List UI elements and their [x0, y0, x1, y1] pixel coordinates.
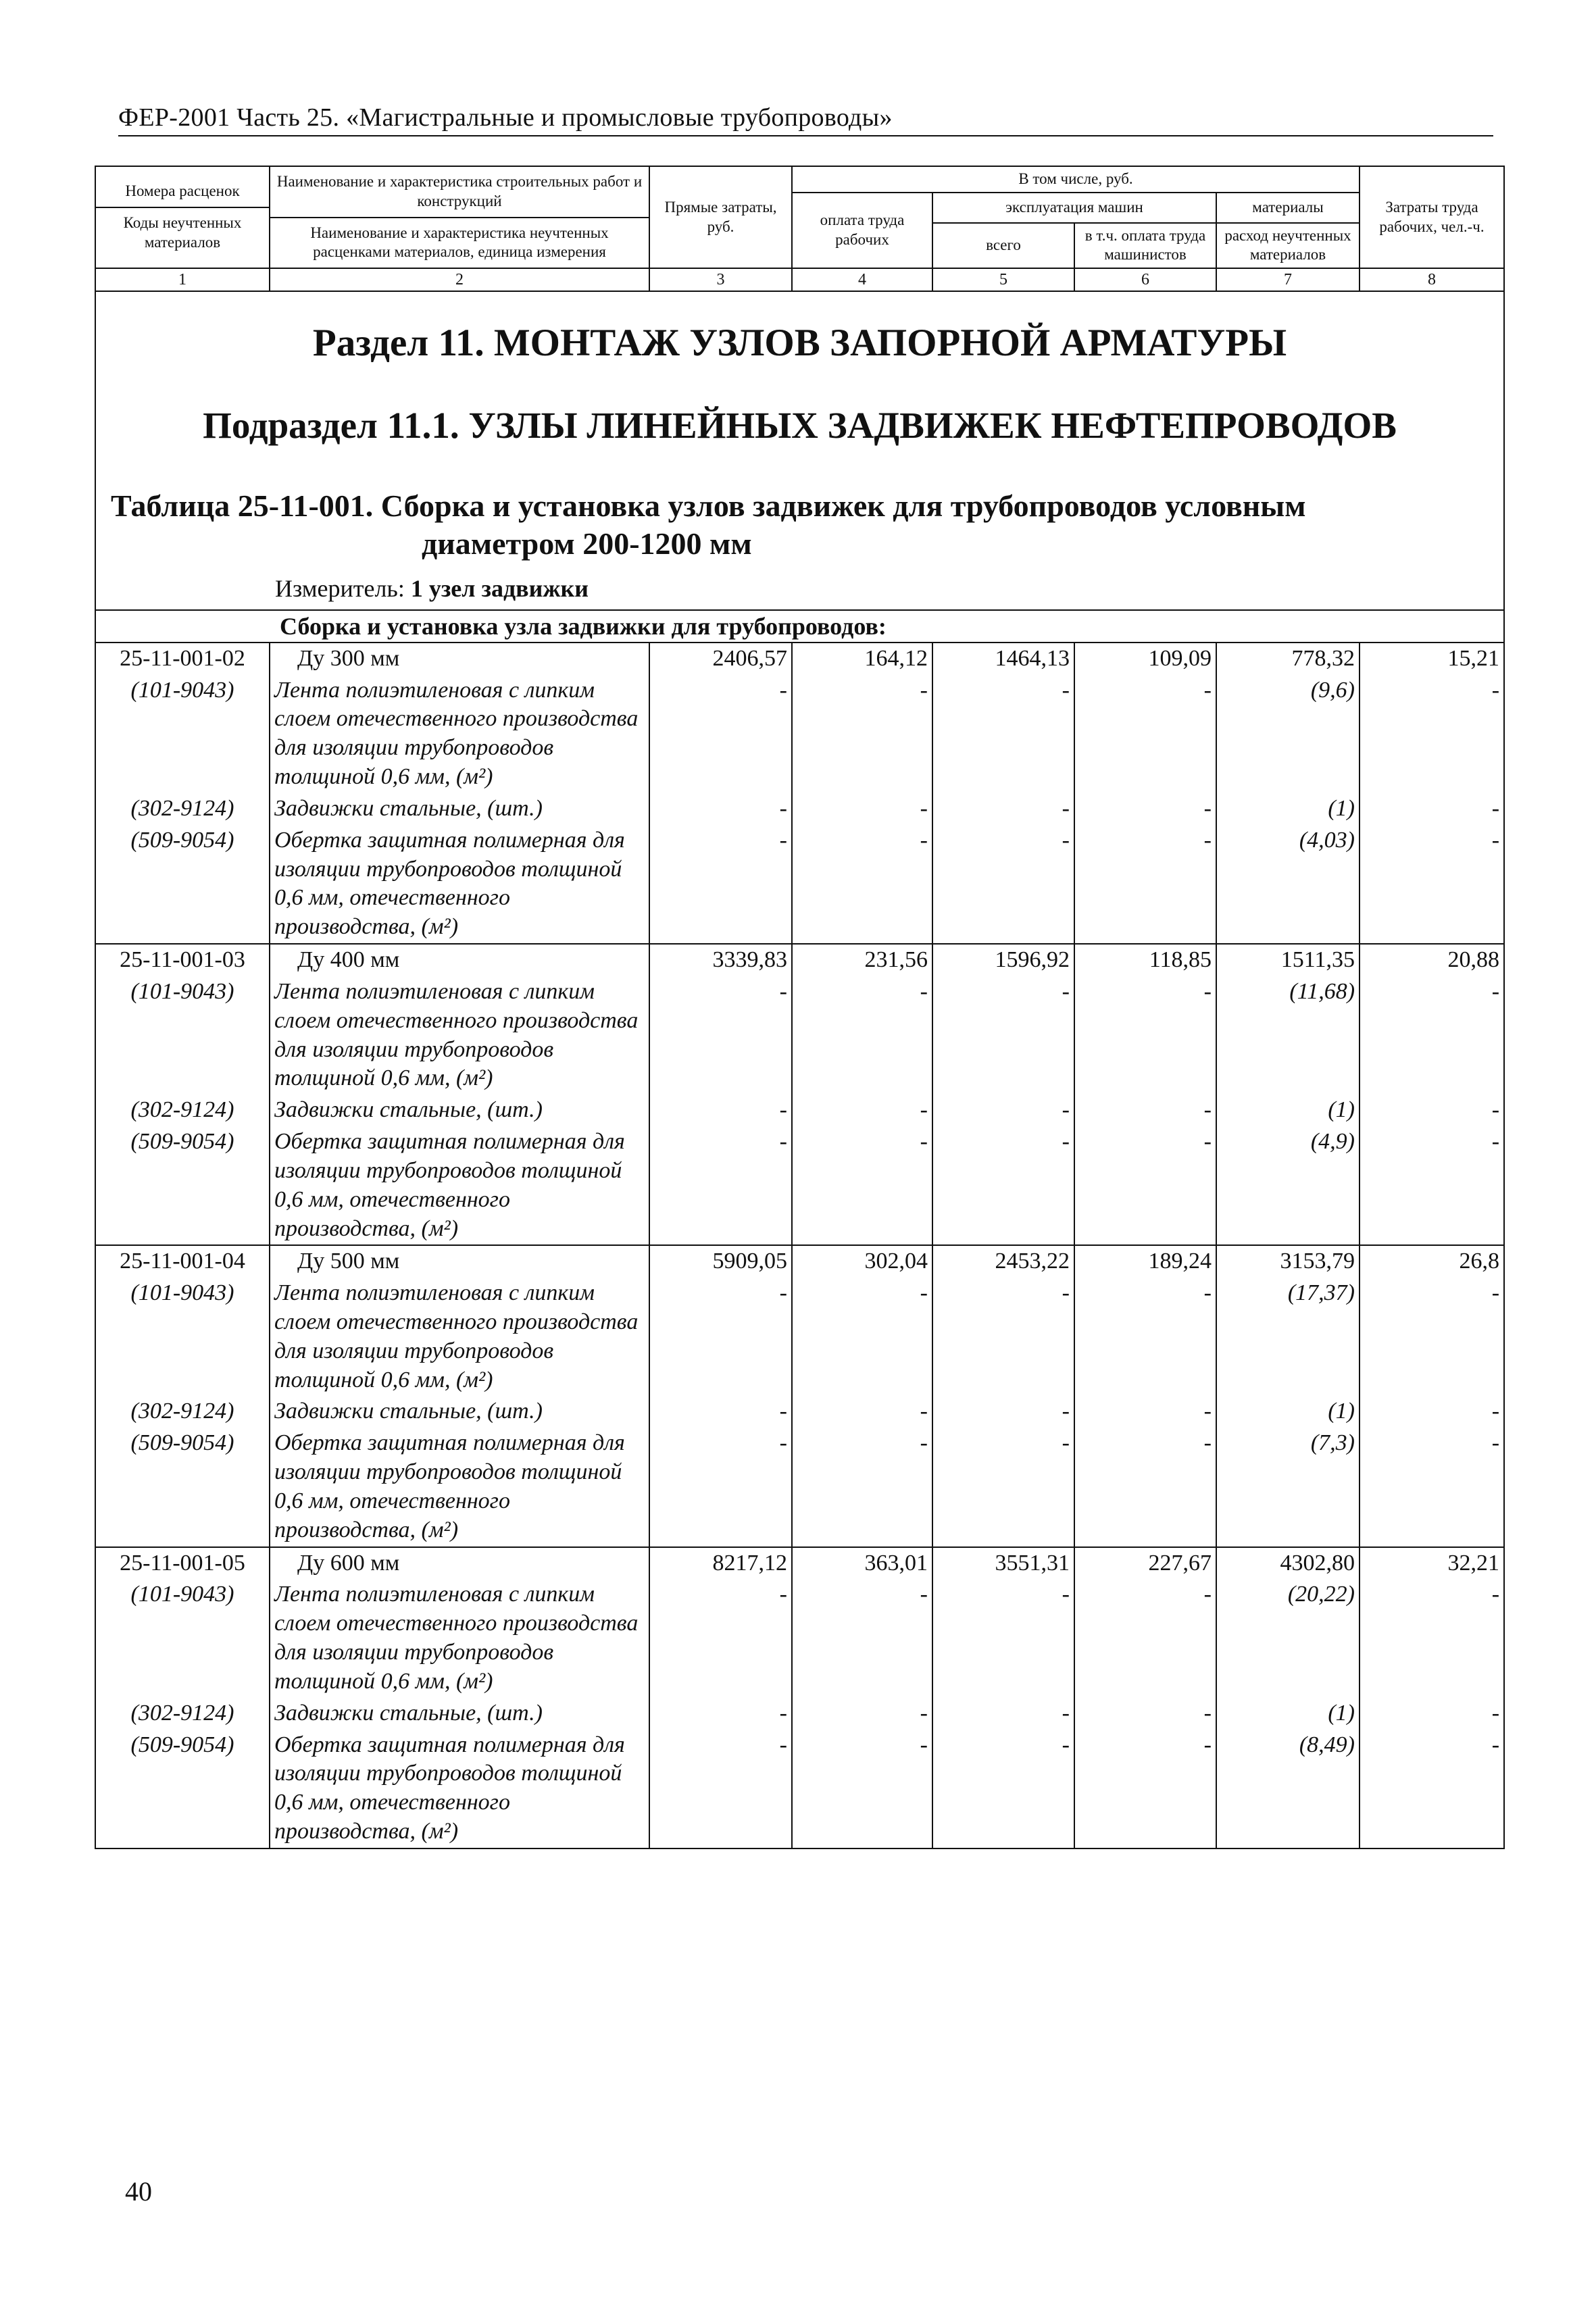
labor-pay: 363,01 [792, 1547, 932, 1580]
empty-dash: - [792, 1396, 932, 1428]
table-title-line-2: диаметром 200-1200 мм [422, 526, 752, 561]
direct-costs: 8217,12 [649, 1547, 792, 1580]
machines-total: 3551,31 [932, 1547, 1074, 1580]
header-labor-cost: Затраты труда рабочих, чел.-ч. [1360, 166, 1504, 268]
empty-dash: - [1074, 825, 1216, 944]
section-heading-block [95, 291, 1504, 610]
material-code: (509-9054) [95, 1428, 270, 1546]
empty-dash: - [792, 1730, 932, 1848]
column-numbers-row [95, 268, 1504, 291]
header-material-names: Наименование и характеристика неучтенных расценками материалов, единица измерения [310, 224, 609, 261]
rate-name: Ду 400 мм [270, 944, 649, 976]
empty-dash: - [1074, 1396, 1216, 1428]
header-rate-numbers: Номера расценок [96, 176, 269, 208]
empty-dash: - [649, 976, 792, 1095]
material-row [95, 793, 1504, 825]
empty-dash: - [649, 1278, 792, 1396]
empty-dash: - [792, 675, 932, 793]
material-name: Обертка защитная полимерная для изоляции трубопроводов толщиной 0,6 мм, отечественного производства, (м²) [270, 825, 649, 944]
empty-dash: - [792, 793, 932, 825]
material-name: Обертка защитная полимерная для изоляции трубопроводов толщиной 0,6 мм, отечественного производства, (м²) [270, 1730, 649, 1848]
rate-row [95, 1245, 1504, 1278]
column-number: 7 [1216, 268, 1360, 291]
material-quantity: (1) [1216, 1396, 1360, 1428]
rate-row [95, 944, 1504, 976]
empty-dash: - [1074, 1428, 1216, 1546]
empty-dash: - [932, 1278, 1074, 1396]
empty-dash: - [1360, 675, 1504, 793]
empty-dash: - [1360, 1428, 1504, 1546]
material-row [95, 1126, 1504, 1245]
empty-dash: - [1360, 825, 1504, 944]
empty-dash: - [1074, 976, 1216, 1095]
table-title [111, 487, 1503, 561]
machinist-pay: 109,09 [1074, 643, 1216, 675]
material-row [95, 1095, 1504, 1126]
empty-dash: - [792, 825, 932, 944]
materials-cost: 3153,79 [1216, 1245, 1360, 1278]
empty-dash: - [1360, 1698, 1504, 1730]
empty-dash: - [792, 1698, 932, 1730]
empty-dash: - [649, 1126, 792, 1245]
table-title-line-1: Таблица 25-11-001. Сборка и установка узлов задвижек для трубопроводов условным [111, 488, 1306, 524]
empty-dash: - [792, 1095, 932, 1126]
empty-dash: - [1360, 1730, 1504, 1848]
material-code: (302-9124) [95, 1698, 270, 1730]
empty-dash: - [932, 1428, 1074, 1546]
material-code: (101-9043) [95, 976, 270, 1095]
group-heading: Сборка и установка узла задвижки для трубопроводов: [95, 610, 1504, 643]
entries-body [95, 643, 1504, 1848]
material-row [95, 976, 1504, 1095]
material-code: (302-9124) [95, 1396, 270, 1428]
material-quantity: (17,37) [1216, 1278, 1360, 1396]
rate-name: Ду 300 мм [270, 643, 649, 675]
direct-costs: 2406,57 [649, 643, 792, 675]
material-row [95, 1278, 1504, 1396]
material-quantity: (11,68) [1216, 976, 1360, 1095]
material-row [95, 1698, 1504, 1730]
material-name: Лента полиэтиленовая с липким слоем отечественного производства для изоляции трубопроводов толщиной 0,6 мм, (м²) [270, 976, 649, 1095]
empty-dash: - [649, 1095, 792, 1126]
empty-dash: - [932, 1126, 1074, 1245]
column-number: 8 [1360, 268, 1504, 291]
machinist-pay: 118,85 [1074, 944, 1216, 976]
machines-total: 1464,13 [932, 643, 1074, 675]
empty-dash: - [649, 1698, 792, 1730]
header-materials-unaccounted: расход неучтенных материалов [1216, 223, 1360, 269]
empty-dash: - [1360, 1126, 1504, 1245]
header-rule [118, 135, 1493, 136]
empty-dash: - [932, 675, 1074, 793]
header-including: В том числе, руб. [792, 166, 1360, 193]
column-number: 5 [932, 268, 1074, 291]
material-quantity: (1) [1216, 1095, 1360, 1126]
empty-dash: - [792, 1428, 932, 1546]
material-quantity: (4,03) [1216, 825, 1360, 944]
material-row [95, 1428, 1504, 1546]
header-codes [95, 166, 270, 268]
column-number: 6 [1074, 268, 1216, 291]
empty-dash: - [1074, 675, 1216, 793]
labor-pay: 164,12 [792, 643, 932, 675]
empty-dash: - [649, 1428, 792, 1546]
labor-pay: 302,04 [792, 1245, 932, 1278]
empty-dash: - [792, 1278, 932, 1396]
header-labor-pay: оплата труда рабочих [792, 193, 932, 268]
meter-value: 1 узел задвижки [410, 574, 589, 602]
header-work-names: Наименование и характеристика строительных работ и конструкций [270, 167, 649, 218]
labor-cost: 32,21 [1360, 1547, 1504, 1580]
material-quantity: (8,49) [1216, 1730, 1360, 1848]
empty-dash: - [649, 793, 792, 825]
section-title: Раздел 11. МОНТАЖ УЗЛОВ ЗАПОРНОЙ АРМАТУРЫ [312, 322, 1287, 364]
material-name: Обертка защитная полимерная для изоляции трубопроводов толщиной 0,6 мм, отечественного производства, (м²) [270, 1428, 649, 1546]
material-quantity: (9,6) [1216, 675, 1360, 793]
material-code: (509-9054) [95, 825, 270, 944]
material-row [95, 825, 1504, 944]
empty-dash: - [1360, 1579, 1504, 1697]
machinist-pay: 189,24 [1074, 1245, 1216, 1278]
direct-costs: 3339,83 [649, 944, 792, 976]
empty-dash: - [932, 1396, 1074, 1428]
material-name: Задвижки стальные, (шт.) [270, 1095, 649, 1126]
rate-code: 25-11-001-03 [95, 944, 270, 976]
materials-cost: 4302,80 [1216, 1547, 1360, 1580]
empty-dash: - [649, 675, 792, 793]
empty-dash: - [792, 1126, 932, 1245]
running-header: ФЕР-2001 Часть 25. «Магистральные и промысловые трубопроводы» [118, 103, 893, 132]
material-code: (509-9054) [95, 1126, 270, 1245]
material-row [95, 1396, 1504, 1428]
rate-code: 25-11-001-05 [95, 1547, 270, 1580]
labor-cost: 20,88 [1360, 944, 1504, 976]
labor-pay: 231,56 [792, 944, 932, 976]
rate-name: Ду 600 мм [270, 1547, 649, 1580]
empty-dash: - [1074, 1698, 1216, 1730]
empty-dash: - [649, 1579, 792, 1697]
empty-dash: - [1360, 1396, 1504, 1428]
empty-dash: - [1360, 1278, 1504, 1396]
empty-dash: - [649, 1730, 792, 1848]
material-quantity: (20,22) [1216, 1579, 1360, 1697]
rate-row [95, 643, 1504, 675]
rate-name: Ду 500 мм [270, 1245, 649, 1278]
material-code: (302-9124) [95, 1095, 270, 1126]
material-quantity: (7,3) [1216, 1428, 1360, 1546]
materials-cost: 778,32 [1216, 643, 1360, 675]
empty-dash: - [932, 1095, 1074, 1126]
machinist-pay: 227,67 [1074, 1547, 1216, 1580]
empty-dash: - [932, 793, 1074, 825]
empty-dash: - [932, 1730, 1074, 1848]
material-name: Задвижки стальные, (шт.) [270, 1396, 649, 1428]
header-direct-costs: Прямые затраты, руб. [649, 166, 792, 268]
empty-dash: - [1360, 1095, 1504, 1126]
column-number: 3 [649, 268, 792, 291]
empty-dash: - [1360, 976, 1504, 1095]
material-quantity: (1) [1216, 1698, 1360, 1730]
empty-dash: - [792, 1579, 932, 1697]
material-name: Обертка защитная полимерная для изоляции трубопроводов толщиной 0,6 мм, отечественного производства, (м²) [270, 1126, 649, 1245]
rate-code: 25-11-001-04 [95, 1245, 270, 1278]
labor-cost: 15,21 [1360, 643, 1504, 675]
meter [275, 574, 1503, 603]
materials-cost: 1511,35 [1216, 944, 1360, 976]
empty-dash: - [792, 976, 932, 1095]
material-code: (302-9124) [95, 793, 270, 825]
material-row [95, 1730, 1504, 1848]
material-code: (509-9054) [95, 1730, 270, 1848]
page-number: 40 [125, 2176, 152, 2207]
material-code: (101-9043) [95, 1278, 270, 1396]
column-number: 4 [792, 268, 932, 291]
empty-dash: - [1074, 1126, 1216, 1245]
rate-row [95, 1547, 1504, 1580]
material-name: Лента полиэтиленовая с липким слоем отечественного производства для изоляции трубопроводов толщиной 0,6 мм, (м²) [270, 675, 649, 793]
material-code: (101-9043) [95, 675, 270, 793]
empty-dash: - [649, 825, 792, 944]
header-machines: эксплуатация машин [932, 193, 1216, 223]
header-machinist-pay: в т.ч. оплата труда машинистов [1074, 223, 1216, 269]
machines-total: 1596,92 [932, 944, 1074, 976]
material-name: Лента полиэтиленовая с липким слоем отечественного производства для изоляции трубопроводов толщиной 0,6 мм, (м²) [270, 1579, 649, 1697]
empty-dash: - [932, 1698, 1074, 1730]
material-row [95, 1579, 1504, 1697]
header-machines-total: всего [932, 223, 1074, 269]
empty-dash: - [1074, 1095, 1216, 1126]
header-materials: материалы [1216, 193, 1360, 223]
material-code: (101-9043) [95, 1579, 270, 1697]
rates-table [95, 166, 1505, 1849]
direct-costs: 5909,05 [649, 1245, 792, 1278]
empty-dash: - [1360, 793, 1504, 825]
column-number: 1 [95, 268, 270, 291]
subsection-title: Подраздел 11.1. УЗЛЫ ЛИНЕЙНЫХ ЗАДВИЖЕК НЕФТЕПРОВОДОВ [203, 405, 1397, 447]
material-name: Задвижки стальные, (шт.) [270, 1698, 649, 1730]
column-number: 2 [270, 268, 649, 291]
empty-dash: - [1074, 793, 1216, 825]
header-names [270, 166, 649, 268]
empty-dash: - [1074, 1730, 1216, 1848]
header-material-codes: Коды неучтенных материалов [123, 214, 242, 251]
empty-dash: - [1074, 1579, 1216, 1697]
material-row [95, 675, 1504, 793]
empty-dash: - [649, 1396, 792, 1428]
empty-dash: - [932, 825, 1074, 944]
empty-dash: - [932, 976, 1074, 1095]
material-name: Лента полиэтиленовая с липким слоем отечественного производства для изоляции трубопроводов толщиной 0,6 мм, (м²) [270, 1278, 649, 1396]
empty-dash: - [932, 1579, 1074, 1697]
empty-dash: - [1074, 1278, 1216, 1396]
material-name: Задвижки стальные, (шт.) [270, 793, 649, 825]
material-quantity: (4,9) [1216, 1126, 1360, 1245]
rate-code: 25-11-001-02 [95, 643, 270, 675]
material-quantity: (1) [1216, 793, 1360, 825]
meter-label: Измеритель: [275, 574, 405, 602]
labor-cost: 26,8 [1360, 1245, 1504, 1278]
machines-total: 2453,22 [932, 1245, 1074, 1278]
